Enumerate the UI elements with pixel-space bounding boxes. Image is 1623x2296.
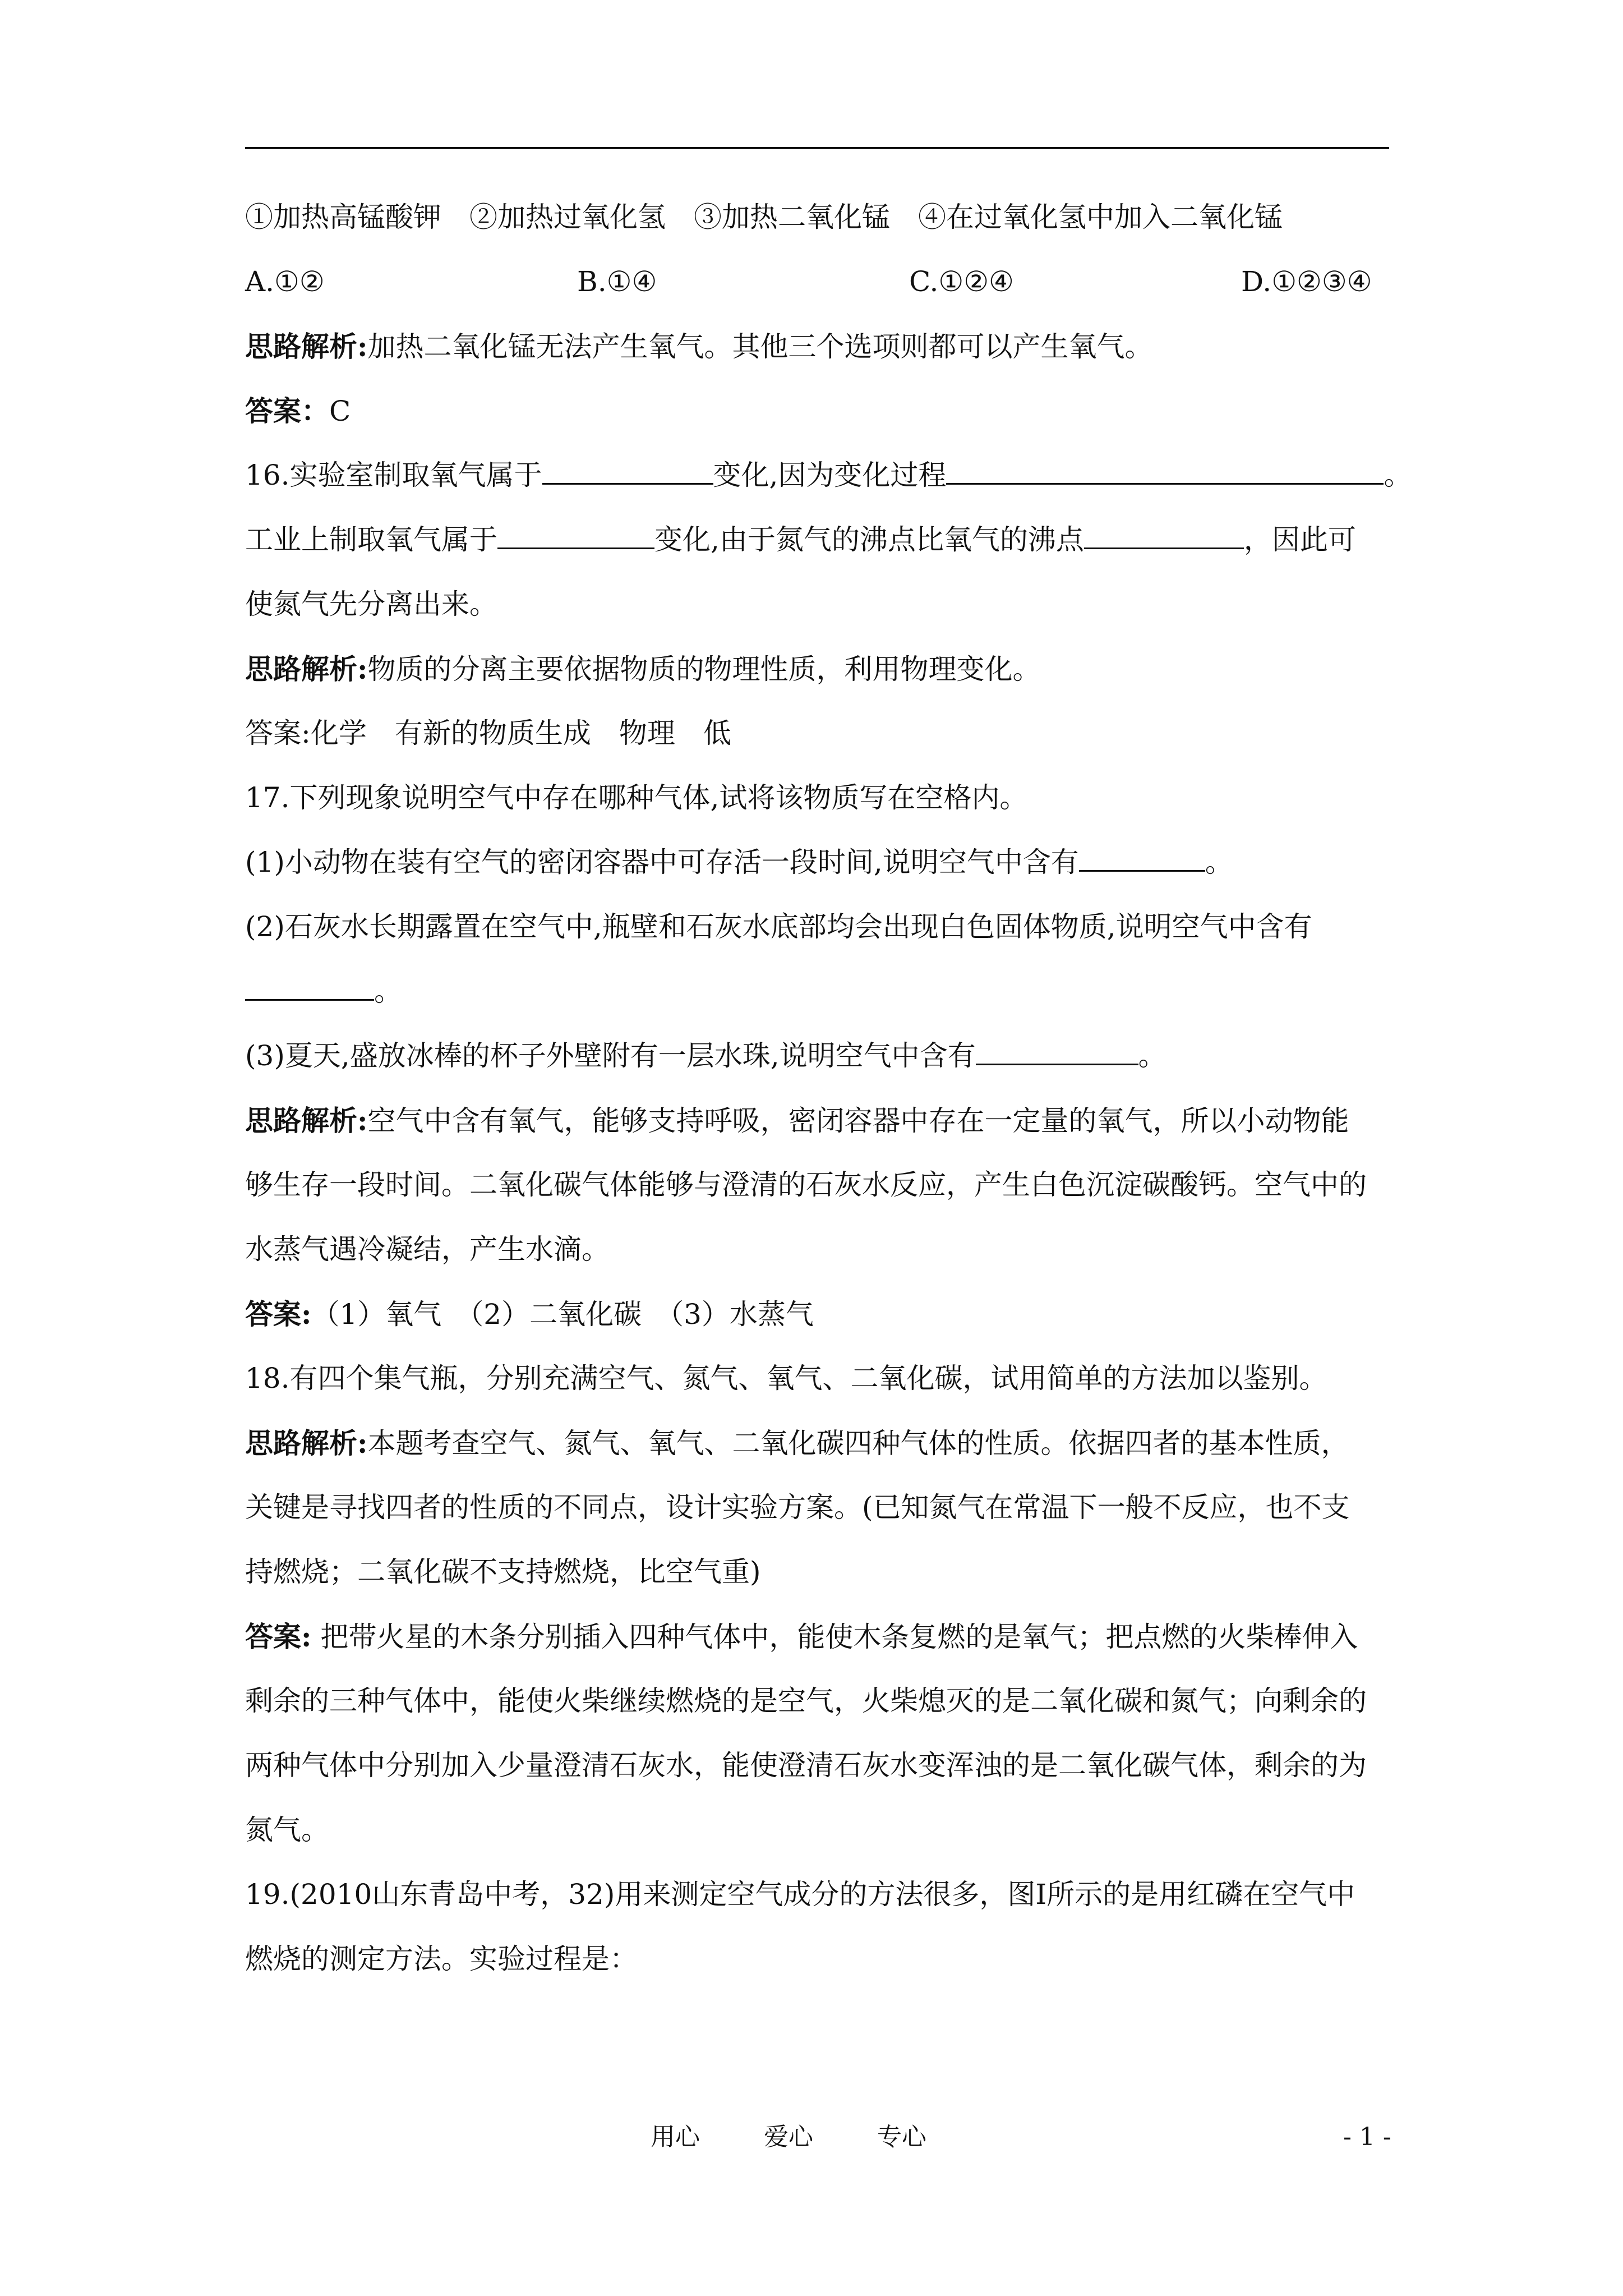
footer-slogan bbox=[651, 2118, 983, 2157]
document-body bbox=[245, 185, 1412, 1991]
option-d: D.①②③④ bbox=[1241, 265, 1372, 298]
q17-analysis-1 bbox=[245, 1088, 1389, 1153]
q18-stem: 18.有四个集气瓶，分别充满空气、氮气、氧气、二氧化碳，试用简单的方法加以鉴别。 bbox=[245, 1362, 1327, 1395]
q18-answer-4: 氮气。 bbox=[245, 1814, 329, 1846]
q16-answer: 答案:化学 有新的物质生成 物理 低 bbox=[245, 717, 731, 749]
q16-line-1 bbox=[245, 443, 1412, 508]
fill-blank bbox=[542, 478, 713, 485]
footer-slogan-item: 专心 bbox=[877, 2123, 926, 2151]
fill-blank bbox=[976, 1059, 1138, 1065]
q17-answer bbox=[245, 1282, 1389, 1346]
analysis-label: 思路解析: bbox=[245, 1427, 368, 1460]
q17-analysis-3: 水蒸气遇冷凝结，产生水滴。 bbox=[245, 1233, 610, 1266]
q15-items: ①加热高锰酸钾 ②加热过氧化氢 ③加热二氧化锰 ④在过氧化氢中加入二氧化锰 bbox=[245, 201, 1283, 233]
q17-text: 。 bbox=[1138, 1039, 1166, 1072]
analysis-text: 加热二氧化锰无法产生氧气。其他三个选项则都可以产生氧气。 bbox=[367, 330, 1153, 363]
fill-blank bbox=[245, 995, 374, 1001]
q18-analysis-2: 关键是寻找四者的性质的不同点，设计实验方案。(已知氮气在常温下一般不反应，也不支 bbox=[245, 1491, 1350, 1524]
fill-blank bbox=[946, 478, 1384, 485]
q15-analysis bbox=[245, 314, 1389, 379]
analysis-label: 思路解析: bbox=[245, 330, 368, 363]
q16-line-3: 使氮气先分离出来。 bbox=[245, 588, 497, 620]
q15-answer bbox=[245, 379, 1389, 443]
q17-text: 。 bbox=[1205, 846, 1233, 878]
q16-text: 工业上制取氧气属于 bbox=[245, 523, 497, 556]
answer-text: 把带火星的木条分别插入四种气体中，能使木条复燃的是氧气；把点燃的火柴棒伸入 bbox=[311, 1621, 1358, 1653]
q18-answer-1 bbox=[245, 1604, 1389, 1669]
answer-label: 答案: bbox=[245, 1297, 312, 1331]
answer-text: （1）氧气 （2）二氧化碳 （3）水蒸气 bbox=[311, 1298, 814, 1331]
analysis-label: 思路解析: bbox=[245, 652, 368, 685]
q16-text: 。 bbox=[1384, 459, 1412, 491]
q17-sub-1 bbox=[245, 830, 1389, 895]
q18-analysis-3: 持燃烧；二氧化碳不支持燃烧，比空气重) bbox=[245, 1556, 761, 1588]
option-c: C.①②④ bbox=[909, 265, 1014, 298]
analysis-text: 空气中含有氧气，能够支持呼吸，密闭容器中存在一定量的氧气，所以小动物能 bbox=[367, 1105, 1349, 1137]
q17-text: (1)小动物在装有空气的密闭容器中可存活一段时间,说明空气中含有 bbox=[245, 846, 1079, 878]
q17-stem: 17.下列现象说明空气中存在哪种气体,试将该物质写在空格内。 bbox=[245, 781, 1028, 814]
q16-text: 16.实验室制取氧气属于 bbox=[245, 459, 542, 491]
option-b: B.①④ bbox=[577, 265, 657, 298]
answer-text: C bbox=[329, 395, 351, 427]
q17-text: (3)夏天,盛放冰棒的杯子外壁附有一层水珠,说明空气中含有 bbox=[245, 1039, 976, 1072]
q15-options bbox=[245, 250, 1389, 314]
q16-text: 变化,因为变化过程 bbox=[713, 459, 947, 491]
answer-label: 答案： bbox=[245, 394, 329, 427]
q18-answer-2: 剩余的三种气体中，能使火柴继续燃烧的是空气，火柴熄灭的是二氧化碳和氮气；向剩余的 bbox=[245, 1685, 1367, 1717]
q18-answer-3: 两种气体中分别加入少量澄清石灰水，能使澄清石灰水变浑浊的是二氧化碳气体，剩余的为 bbox=[245, 1749, 1367, 1782]
page-footer bbox=[0, 2118, 1623, 2157]
footer-slogan-item: 爱心 bbox=[764, 2123, 813, 2151]
q19-line-2: 燃烧的测定方法。实验过程是： bbox=[245, 1943, 638, 1975]
q17-text: 。 bbox=[374, 975, 402, 1007]
q16-text: 变化,由于氮气的沸点比氧气的沸点 bbox=[654, 523, 1084, 556]
q19-line-1: 19.(2010山东青岛中考，32)用来测定空气成分的方法很多，图Ⅰ所示的是用红磷在空气中 bbox=[245, 1878, 1355, 1911]
q17-sub-2: (2)石灰水长期露置在空气中,瓶壁和石灰水底部均会出现白色固体物质,说明空气中含有 bbox=[245, 910, 1312, 943]
fill-blank bbox=[1084, 543, 1244, 549]
q17-analysis-2: 够生存一段时间。二氧化碳气体能够与澄清的石灰水反应，产生白色沉淀碳酸钙。空气中的 bbox=[245, 1168, 1367, 1201]
q16-analysis bbox=[245, 637, 1389, 701]
analysis-text: 物质的分离主要依据物质的物理性质，利用物理变化。 bbox=[367, 653, 1041, 685]
analysis-text: 本题考查空气、氮气、氧气、二氧化碳四种气体的性质。依据四者的基本性质， bbox=[367, 1427, 1349, 1460]
q17-sub-3 bbox=[245, 1024, 1389, 1088]
analysis-label: 思路解析: bbox=[245, 1104, 368, 1137]
fill-blank bbox=[1079, 866, 1205, 872]
q16-text: ，因此可 bbox=[1243, 523, 1356, 556]
option-a: A.①② bbox=[245, 265, 325, 298]
page-number: - 1 - bbox=[1343, 2123, 1391, 2151]
q16-line-2 bbox=[245, 508, 1389, 572]
footer-slogan-item: 用心 bbox=[651, 2123, 700, 2151]
fill-blank bbox=[497, 543, 654, 549]
q17-sub-2-cont bbox=[245, 959, 1389, 1024]
answer-label: 答案: bbox=[245, 1620, 312, 1653]
header-rule bbox=[245, 147, 1389, 149]
q18-analysis-1 bbox=[245, 1411, 1389, 1475]
